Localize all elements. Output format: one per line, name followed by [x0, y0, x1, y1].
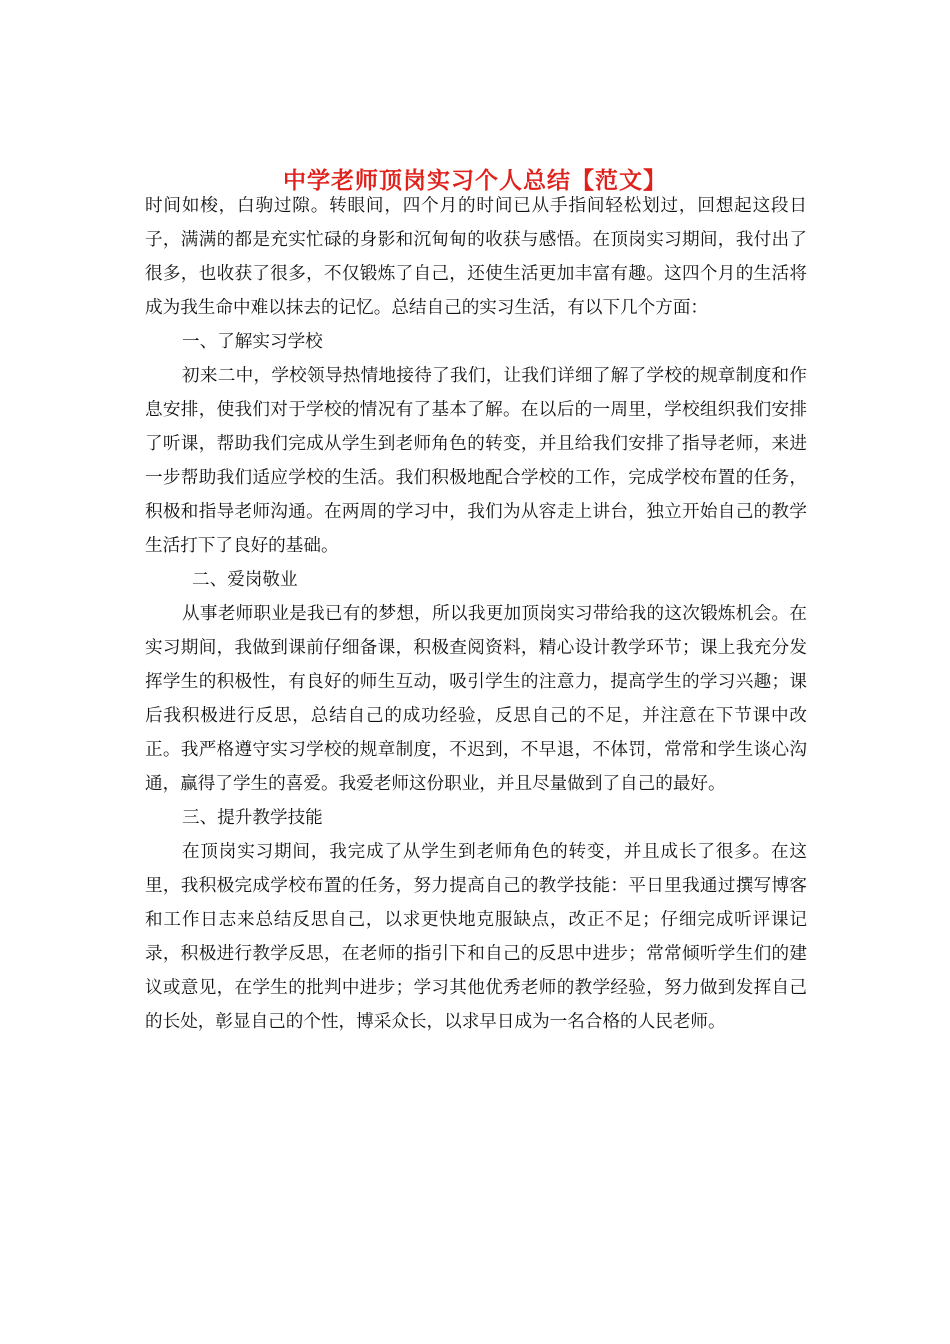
section-heading-3: 三、提升教学技能: [182, 808, 323, 828]
section-paragraph-3: 在顶岗实习期间，我完成了从学生到老师角色的转变，并且成长了很多。在这里，我积极完成学校布置的任务，努力提高自己的教学技能：平日里我通过撰写博客和工作日志来总结反思自己，以求更快地克服缺点，改正不足；仔细完成听评课记录，积极进行教学反思，在老师的指引下和自己的反思中进步；常常倾听学生们的建议或意见，在学生的批判中进步；学习其他优秀老师的教学经验，努力做到发挥自己的长处，彰显自己的个性，博采众长，以求早日成为一名合格的人民老师。: [145, 842, 807, 1032]
document-title: 中学老师顶岗实习个人总结【范文】: [283, 167, 667, 195]
section-paragraph-1: 初来二中，学校领导热情地接待了我们，让我们详细了解了学校的规章制度和作息安排，使我们对于学校的情况有了基本了解。在以后的一周里，学校组织我们安排了听课，帮助我们完成从学生到老师角色的转变，并且给我们安排了指导老师，来进一步帮助我们适应学校的生活。我们积极地配合学校的工作，完成学校布置的任务，积极和指导老师沟通。在两周的学习中，我们为从容走上讲台，独立开始自己的教学生活打下了良好的基础。: [145, 366, 807, 556]
document-body: [145, 189, 807, 1039]
section-paragraph-2: 从事老师职业是我已有的梦想，所以我更加顶岗实习带给我的这次锻炼机会。在实习期间，我做到课前仔细备课，积极查阅资料，精心设计教学环节；课上我充分发挥学生的积极性，有良好的师生互动，吸引学生的注意力，提高学生的学习兴趣；课后我积极进行反思，总结自己的成功经验，反思自己的不足，并注意在下节课中改正。我严格遵守实习学校的规章制度，不迟到，不早退，不体罚，常常和学生谈心沟通，赢得了学生的喜爱。我爱老师这份职业，并且尽量做到了自己的最好。: [145, 604, 807, 794]
section-heading-2: 二、爱岗敬业: [192, 570, 298, 590]
section-heading-1: 一、了解实习学校: [182, 332, 323, 352]
intro-paragraph: 时间如梭，白驹过隙。转眼间，四个月的时间已从手指间轻松划过，回想起这段日子，满满的都是充实忙碌的身影和沉甸甸的收获与感悟。在顶岗实习期间，我付出了很多，也收获了很多，不仅锻炼了自己，还使生活更加丰富有趣。这四个月的生活将成为我生命中难以抹去的记忆。总结自己的实习生活，有以下几个方面：: [145, 196, 807, 318]
